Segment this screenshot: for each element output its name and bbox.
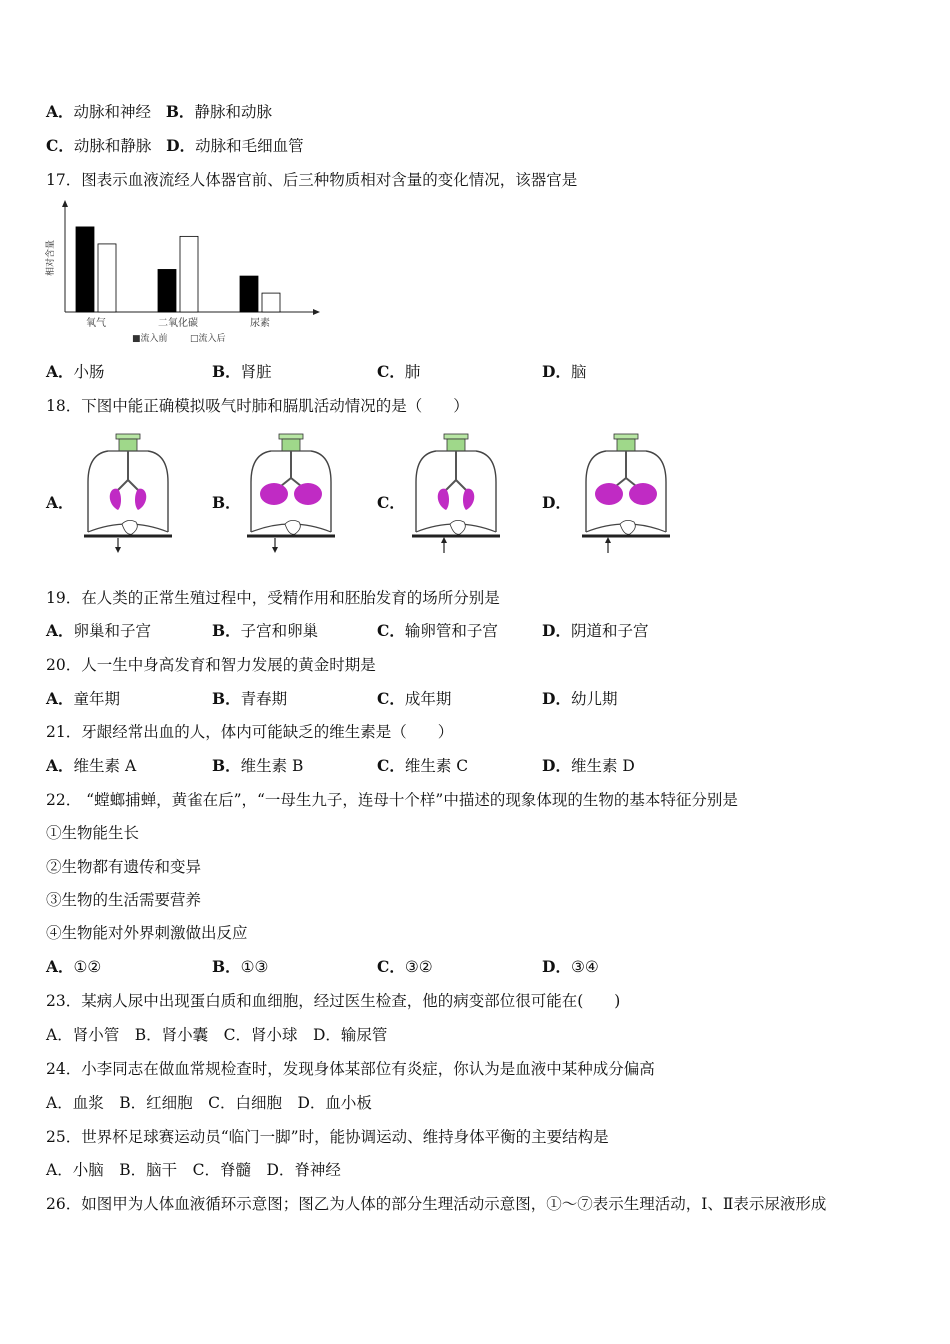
q23-stem: 23．某病人尿中出现蛋白质和血细胞，经过医生检查，他的病变部位很可能在( ) [46,992,621,1010]
q20-option-a: A．童年期 [46,689,121,708]
q25-stem: 25．世界杯足球赛运动员“临门一脚”时，能协调运动、维持身体平衡的主要结构是 [46,1128,609,1146]
q18-option-d: D． [542,493,571,512]
q22-item-1: ①生物能生长 [46,824,140,842]
q17-option-d: D．脑 [542,362,587,381]
category-label: 尿素 [250,318,270,329]
q16-options-row1: A．动脉和神经 B．静脉和动脉 [46,102,272,121]
q20-option-b: B．青春期 [212,689,288,708]
q16-options-row2: C．动脉和静脉 D．动脉和毛细血管 [46,136,304,155]
q22-stem: 22． “螳螂捕蝉，黄雀在后”，“一母生九子，连母十个样”中描述的现象体现的生物的基本特征分别是 [46,791,738,809]
q25-options: A．小脑 B．脑干 C．脊髓 D．脊神经 [46,1161,341,1179]
q19-stem: 19．在人类的正常生殖过程中，受精作用和胚胎发育的场所分别是 [46,589,500,607]
q22-item-2: ②生物都有遗传和变异 [46,858,202,876]
q20-stem: 20．人一生中身高发育和智力发展的黄金时期是 [46,656,376,674]
q24-options: A．血浆 B．红细胞 C．白细胞 D．血小板 [46,1094,372,1112]
q26-stem: 26．如图甲为人体血液循环示意图；图乙为人体的部分生理活动示意图，①～⑦表示生理活动，Ⅰ、Ⅱ表示尿液形成 [46,1195,827,1213]
q20-option-d: D．幼儿期 [542,689,618,708]
q18-option-a: A． [46,493,74,512]
q22-item-4: ④生物能对外界刺激做出反应 [46,924,248,942]
q24-stem: 24．小李同志在做血常规检查时，发现身体某部位有炎症，你认为是血液中某种成分偏高 [46,1060,655,1078]
q23-options: A．肾小管 B．肾小囊 C．肾小球 D．输尿管 [46,1026,388,1044]
q20-option-c: C．成年期 [377,689,452,708]
q17-option-c: C．肺 [377,362,421,381]
q21-option-a: A．维生素 A [46,756,137,775]
q22-option-a: A．①② [46,957,102,976]
q19-option-b: B．子宫和卵巢 [212,621,319,640]
bar-0-0 [76,227,94,312]
q22-option-b: B．①③ [212,957,269,976]
bar-2-0 [240,276,258,312]
bar-0-1 [98,244,116,312]
x-axis-arrow [313,309,320,315]
bell-jar-diagram-c [408,432,504,554]
category-label: 氧气 [86,318,106,329]
q19-option-c: C．输卵管和子宫 [377,621,498,640]
chart-ylabel: 相对含量 [46,239,56,277]
q21-option-c: C．维生素 C [377,756,469,775]
q17-bar-chart [40,196,340,356]
bell-jar-diagram-d [578,432,674,554]
q19-option-a: A．卵巢和子宫 [46,621,152,640]
q17-option-a: A．小肠 [46,362,105,381]
bell-jar-diagram-b [243,432,339,554]
q22-item-3: ③生物的生活需要营养 [46,891,202,909]
legend-before: ■流入前 [132,334,168,344]
q17-option-b: B．肾脏 [212,362,272,381]
q19-option-d: D．阴道和子宫 [542,621,649,640]
bar-1-1 [180,236,198,312]
q21-option-d: D．维生素 D [542,756,635,775]
y-axis-arrow [62,200,68,207]
chart-bars [76,227,280,312]
chart-category-labels [86,316,270,329]
legend-after: □流入后 [190,334,226,344]
q18-option-b: B． [212,493,241,512]
q22-option-d: D．③④ [542,957,599,976]
q21-option-b: B．维生素 B [212,756,304,775]
bell-jar-diagram-a [80,432,176,554]
category-label: 二氧化碳 [158,318,198,329]
q22-option-c: C．③② [377,957,433,976]
q17-stem: 17．图表示血液流经人体器官前、后三种物质相对含量的变化情况，该器官是 [46,171,578,189]
bar-1-0 [158,269,176,312]
q21-stem: 21．牙龈经常出血的人，体内可能缺乏的维生素是（ ） [46,723,454,741]
q18-option-c: C． [377,493,405,512]
q18-stem: 18．下图中能正确模拟吸气时肺和膈肌活动情况的是（ ） [46,397,469,415]
bar-2-1 [262,293,280,312]
